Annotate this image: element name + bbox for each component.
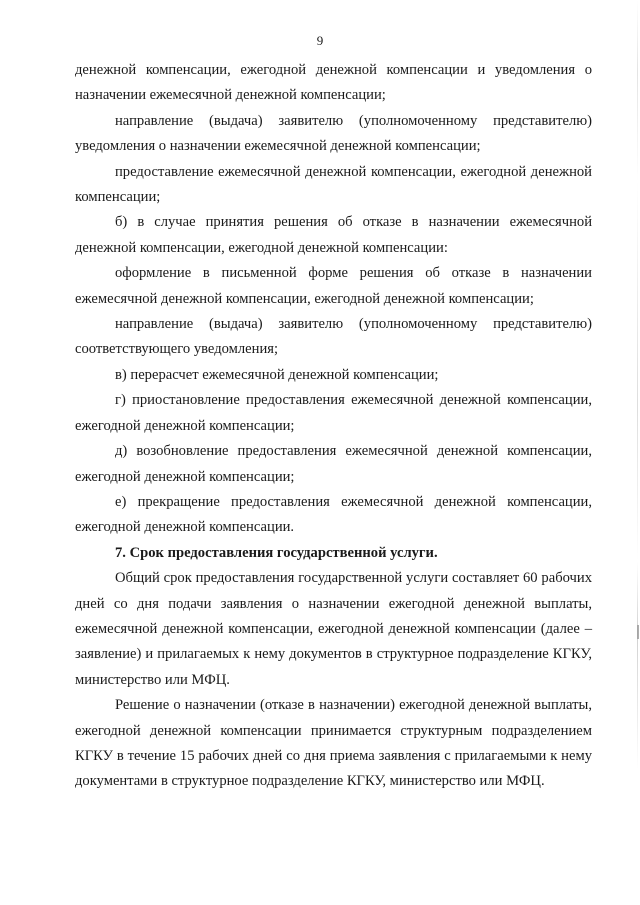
paragraph: предоставление ежемесячной денежной компенсации, ежегодной денежной компенсации; [75,163,592,206]
paragraph: в) перерасчет ежемесячной денежной компенсации; [115,366,439,383]
paragraph: е) прекращение предоставления ежемесячной денежной компенсации, ежегодной денежной компенсации. [75,493,592,536]
page-number: 9 [316,33,324,48]
paragraph: оформление в письменной форме решения об отказе в назначении ежемесячной денежной компенсации, ежегодной денежной компенсации; [75,265,592,307]
paragraph: б) в случае принятия решения об отказе в назначении ежемесячной денежной компенсации, ежегодной денежной компенсации: [75,214,592,256]
paragraph: г) приостановление предоставления ежемесячной денежной компенсации, ежегодной денежной компенсации; [75,392,592,434]
paragraph: д) возобновление предоставления ежемесячной денежной компенсации, ежегодной денежной компенсации; [75,443,592,485]
paragraph: Решение о назначении (отказе в назначении) ежегодной денежной выплаты, ежегодной денежной компенсации принимается структурным подразделением КГКУ в течение 15 рабочих дней со дня приема заявления с прилагаемыми к нему документами в структурное подразделение КГКУ, министерство или МФЦ. [75,697,592,790]
scan-edge-artifact [637,0,638,905]
paragraph: направление (выдача) заявителю (уполномоченному представителю) уведомления о назначении ежемесячной денежной компенсации; [75,112,592,155]
paragraph: направление (выдача) заявителю (уполномоченному представителю) соответствующего уведомления; [75,316,592,358]
document-body [75,58,592,795]
section-heading: 7. Срок предоставления государственной услуги. [115,544,438,561]
list-section [75,58,592,541]
paragraph: Общий срок предоставления государственной услуги составляет 60 рабочих дней со дня подачи заявления о назначении ежегодной денежной выплаты, ежемесячной денежной компенсации, ежегодной денежной компенсации (далее – заявление) и прилагаемых к нему документов в структурное подразделение КГКУ, министерство или МФЦ. [75,570,592,688]
scan-mark-artifact [637,625,639,639]
paragraph: денежной компенсации, ежегодной денежной компенсации и уведомления о назначении ежемесячной денежной компенсации; [75,62,592,104]
term-section [75,566,592,795]
